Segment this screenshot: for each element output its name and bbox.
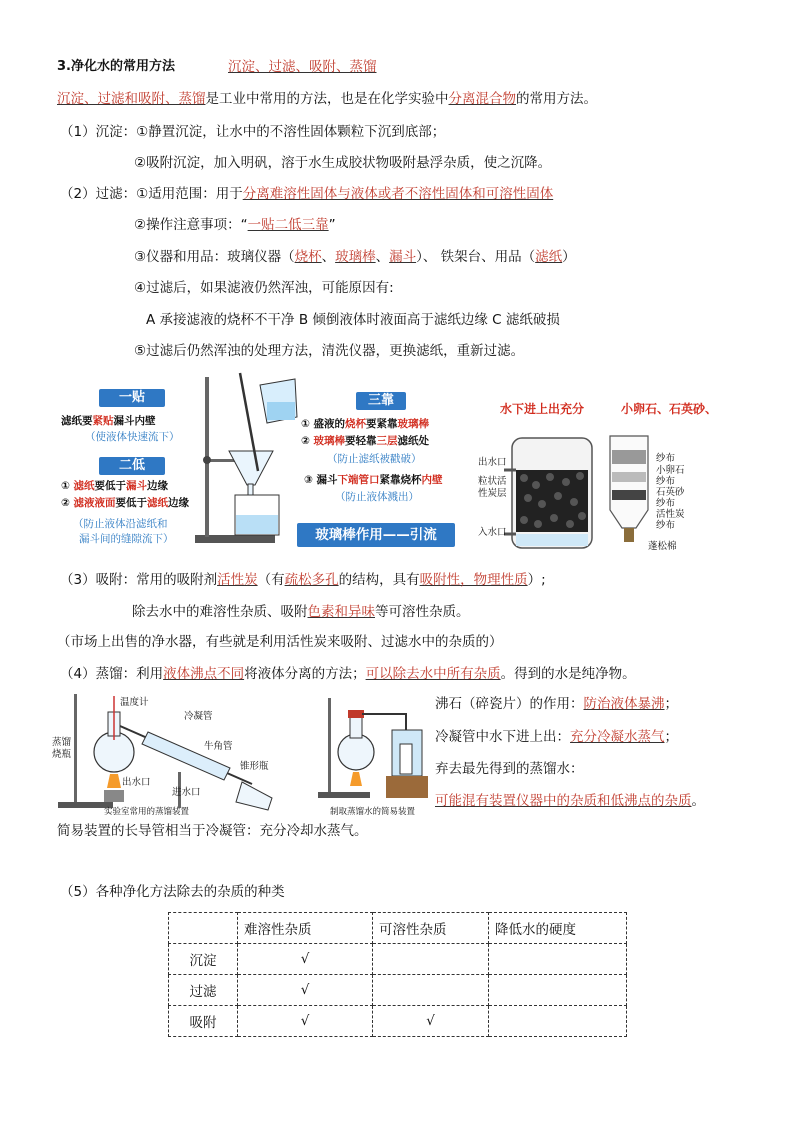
s1-line2: ②吸附沉淀，加入明矾，溶于水生成胶状物吸附悬浮杂质，使之沉降。 [134,155,552,171]
simple-distillation-illustration [316,694,428,804]
s4-right-4 [435,792,705,810]
sankao-note1: （防止滤纸被戳破） [327,453,422,465]
s2-l3-paper: 滤纸 [535,249,563,265]
adsorb-out-label: 出水口 [478,457,507,468]
yitie-note: （使液体快速流下） [85,431,180,443]
section-title-text: 3.净化水的常用方法 [57,59,175,74]
caption-distill-1: 实验室常用的蒸馏装置 [104,807,190,817]
s3-l1-t1: （有 [257,572,285,588]
erdi-note2: 漏斗间的缝隙流下） [79,533,174,545]
erdi-1: ① 滤纸要低于漏斗边缘 [61,480,169,492]
table-cell [373,944,489,975]
sankao-note2: （防止液体溅出） [335,491,419,503]
label-flask: 蒸馏 烧瓶 [52,737,72,760]
table-cell: √ [238,1006,373,1037]
adsorb-layer-label: 粒状活 性炭层 [478,476,507,499]
intro-methods: 沉淀、过滤和吸附、蒸馏 [57,91,206,107]
filter-diagram [57,367,459,552]
distillation-apparatus-illustration [52,692,282,816]
glassrod-label: 玻璃棒作用——引流 [297,523,455,547]
s2-l3-mid: ）、 铁架台、用品（ [416,249,536,265]
section-answer-text: 沉淀、过滤、吸附、蒸馏 [228,59,377,75]
table-header-cell: 难溶性杂质 [238,913,373,944]
label-condenser: 冷凝管 [184,711,213,722]
intro-text: 是工业中常用的方法，也是在化学实验中 [205,91,449,107]
s2-l3-end: ） [562,249,576,265]
section-answer [228,58,377,76]
adsorb-caption-a: 水下进上出充分 [500,402,585,416]
table-row [169,975,627,1006]
sankao-3: ③ 漏斗下端管口紧靠烧杯内壁 [304,474,443,486]
sankao-label: 三靠 [356,392,406,410]
layer-1: 小卵石 [656,465,685,476]
sankao-2: ② 玻璃棒要轻靠三层滤纸处 [301,435,430,447]
s4-l1-remove: 可以除去水中所有杂质 [365,666,501,682]
layer-3: 石英砂 [656,487,685,498]
s4-right-2 [435,728,678,746]
s3-l1-porous: 疏松多孔 [284,572,339,588]
layer-6: 纱布 [656,520,676,531]
table-cell: 吸附 [169,1006,238,1037]
layer-0: 纱布 [656,453,676,464]
label-thermo: 温度计 [120,697,149,708]
intro-separate: 分离混合物 [448,91,516,107]
s5-title: （5）各种净化方法除去的杂质的种类 [60,884,285,900]
cotton-label: 蓬松棉 [648,541,677,552]
adsorb-in-label: 入水口 [478,527,507,538]
s2-l2-label: ②操作注意事项：“ [134,217,248,233]
purification-table [168,912,627,1037]
table-header-cell: 降低水的硬度 [489,913,627,944]
s3-l2-label: 除去水中的难溶性杂质、吸附 [132,604,308,620]
s4-r4-answer: 可能混有装置仪器中的杂质和低沸点的杂质 [435,793,692,809]
s3-l1-label: （3）吸附：常用的吸附剂 [60,572,218,588]
s2-l3-label: ③仪器和用品：玻璃仪器（ [134,249,295,265]
table-cell [489,975,627,1006]
s3-l1-t2: 的结构，具有 [338,572,420,588]
s4-r2-label: 冷凝管中水下进上出： [435,729,570,745]
table-cell: √ [238,944,373,975]
yitie-label: 一贴 [99,389,165,407]
s2-line2 [134,216,336,234]
table-cell [373,975,489,1006]
s3-line3: （市场上出售的净水器，有些就是利用活性炭来吸附、过滤水中的杂质的） [57,634,503,650]
s4-bottom: 简易装置的长导管相当于冷凝管：充分冷却水蒸气。 [57,823,368,839]
s2-l2-answer: 一贴二低三靠 [247,217,329,233]
s4-l1-end: 。得到的水是纯净物。 [500,666,636,682]
s2-l1-label: （2）过滤：①适用范围：用于 [60,186,243,202]
simple-purifier-illustration [606,432,652,548]
layer-5: 活性炭 [656,509,685,520]
table-cell [489,1006,627,1037]
s2-line6: ⑤过滤后仍然浑浊的处理方法，清洗仪器，更换滤纸，重新过滤。 [134,343,525,359]
s2-l1-answer: 分离难溶性固体与液体或者不溶性固体和可溶性固体 [242,186,554,202]
s4-right-1 [435,695,678,713]
s2-line5: A 承接滤液的烧杯不干净 B 倾倒液体时液面高于滤纸边缘 C 滤纸破损 [146,312,560,328]
filter-apparatus-illustration [185,367,300,552]
s4-l1-label: （4）蒸馏：利用 [60,666,164,682]
table-header-row [169,913,627,944]
s2-l3-sep2: 、 [375,249,390,265]
s3-l1-adsorb: 吸附性，物理性质 [419,572,528,588]
s3-l2-end: 等可溶性杂质。 [375,604,470,620]
table-cell [489,944,627,975]
s3-line2 [132,603,470,621]
table-cell: 过滤 [169,975,238,1006]
label-adapter: 牛角管 [204,741,233,752]
label-erlen: 锥形瓶 [240,761,269,772]
s3-l1-carbon: 活性炭 [217,572,258,588]
caption-distill-2: 制取蒸馏水的简易装置 [330,807,416,817]
s4-r2-end: ； [664,729,678,745]
s3-line1 [60,571,546,589]
adsorb-caption-b: 小卵石、石英砂、 [621,402,718,416]
s2-line4: ④过滤后，如果滤液仍然浑浊，可能原因有: [134,280,394,296]
table-header-cell: 可溶性杂质 [373,913,489,944]
layer-2: 纱布 [656,476,676,487]
erdi-label: 二低 [99,457,165,475]
s2-l2-quote: ” [328,217,336,233]
s4-l1-boil: 液体沸点不同 [163,666,245,682]
table-cell: √ [238,975,373,1006]
s4-r4-end: 。 [691,793,705,809]
intro-line [57,90,597,108]
s3-l1-end: ）; [527,572,546,588]
sankao-1: ① 盛液的烧杯要紧靠玻璃棒 [301,418,430,430]
s3-l2-answer: 色素和异味 [307,604,375,620]
erdi-note1: （防止液体沿滤纸和 [73,518,168,530]
layer-4: 纱布 [656,498,676,509]
s4-r1-end: ； [664,696,678,712]
yitie-text: 滤纸要紧贴漏斗内壁 [61,415,156,427]
s4-r2-answer: 充分冷凝水蒸气 [570,729,665,745]
s4-right-3: 弃去最先得到的蒸馏水： [435,761,584,777]
table-cell: √ [373,1006,489,1037]
s2-l3-funnel: 漏斗 [389,249,417,265]
s4-r1-answer: 防治液体暴沸 [583,696,665,712]
table-row [169,944,627,975]
s1-line1: （1）沉淀：①静置沉淀，让水中的不溶性固体颗粒下沉到底部； [60,124,446,140]
label-water-in: 进水口 [172,787,201,798]
section-title [57,58,175,76]
s2-line1 [60,185,553,203]
s4-r1-label: 沸石（碎瓷片）的作用： [435,696,584,712]
s2-line3 [134,248,576,266]
s4-l1-t1: 将液体分离的方法； [244,666,366,682]
s4-line1 [60,665,636,683]
table-header-cell [169,913,238,944]
table-cell: 沉淀 [169,944,238,975]
s2-l3-sep1: 、 [321,249,336,265]
label-water-out: 出水口 [122,777,151,788]
table-row [169,1006,627,1037]
intro-end: 的常用方法。 [516,91,597,107]
erdi-2: ② 滤液液面要低于滤纸边缘 [61,497,190,509]
s2-l3-rod: 玻璃棒 [335,249,376,265]
s2-l3-beaker: 烧杯 [294,249,322,265]
